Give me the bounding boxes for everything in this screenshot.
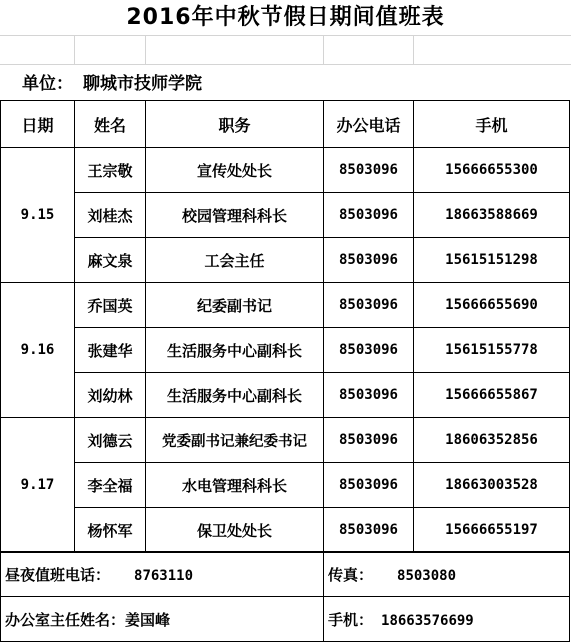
office-phone-cell: 8503096 [324,238,414,283]
name-cell: 张建华 [75,328,146,373]
position-cell: 校园管理科科长 [146,193,324,238]
table-row [1,463,570,508]
name-cell: 刘德云 [75,418,146,463]
night-duty-cell [1,552,324,597]
office-phone-cell: 8503096 [324,283,414,328]
night-duty-label: 昼夜值班电话： [5,565,111,584]
name-cell: 杨怀军 [75,508,146,553]
footer-row-night [1,552,570,597]
director-cell [1,597,324,642]
date-cell: 9.15 [1,148,75,283]
date-cell: 9.16 [1,283,75,418]
unit-line [22,71,202,97]
table-row [1,238,570,283]
table-row [1,418,570,463]
position-cell: 生活服务中心副科长 [146,373,324,418]
table-row [1,373,570,418]
office-phone-cell: 8503096 [324,508,414,553]
table-row [1,508,570,553]
office-phone-cell: 8503096 [324,148,414,193]
header-office-phone: 办公电话 [324,101,414,148]
unit-label: 单位： [22,74,73,94]
position-cell: 水电管理科科长 [146,463,324,508]
mobile-cell: 15666655867 [414,373,570,418]
mobile-cell: 18663588669 [414,193,570,238]
header-position: 职务 [146,101,324,148]
office-phone-cell: 8503096 [324,373,414,418]
name-cell: 刘幼林 [75,373,146,418]
name-cell: 李全福 [75,463,146,508]
name-cell: 王宗敬 [75,148,146,193]
header-mobile: 手机 [414,101,570,148]
footer-row-director [1,597,570,642]
director-phone-cell [324,597,570,642]
table-header-row [1,101,570,148]
position-cell: 生活服务中心副科长 [146,328,324,373]
header-name: 姓名 [75,101,146,148]
table-row [1,283,570,328]
footer-table [0,551,570,642]
fax-number: 8503080 [397,567,457,584]
mobile-cell: 15666655690 [414,283,570,328]
night-duty-phone: 8763110 [134,567,194,584]
table-row [1,328,570,373]
name-cell: 乔国英 [75,283,146,328]
office-phone-cell: 8503096 [324,418,414,463]
fax-cell [324,552,570,597]
date-cell: 9.17 [1,418,75,553]
name-cell: 麻文泉 [75,238,146,283]
position-cell: 保卫处处长 [146,508,324,553]
office-phone-cell: 8503096 [324,463,414,508]
table-row [1,148,570,193]
office-phone-cell: 8503096 [324,193,414,238]
director-phone-label: 手机： [328,610,374,629]
mobile-cell: 15666655300 [414,148,570,193]
name-cell: 刘桂杰 [75,193,146,238]
table-row [1,193,570,238]
header-date: 日期 [1,101,75,148]
page-title: 2016年中秋节假日期间值班表 [126,5,445,30]
position-cell: 党委副书记兼纪委书记 [146,418,324,463]
mobile-cell: 15666655197 [414,508,570,553]
position-cell: 宣传处处长 [146,148,324,193]
director-label: 办公室主任姓名： [5,610,126,629]
duty-table [0,100,570,553]
office-phone-cell: 8503096 [324,328,414,373]
mobile-cell: 18606352856 [414,418,570,463]
empty-grid-row [0,35,571,65]
mobile-cell: 15615155778 [414,328,570,373]
position-cell: 工会主任 [146,238,324,283]
director-name: 姜国峰 [125,610,171,629]
unit-name: 聊城市技师学院 [83,74,202,94]
fax-label: 传真： [328,565,374,584]
mobile-cell: 18663003528 [414,463,570,508]
mobile-cell: 15615151298 [414,238,570,283]
position-cell: 纪委副书记 [146,283,324,328]
director-phone: 18663576699 [381,612,474,629]
